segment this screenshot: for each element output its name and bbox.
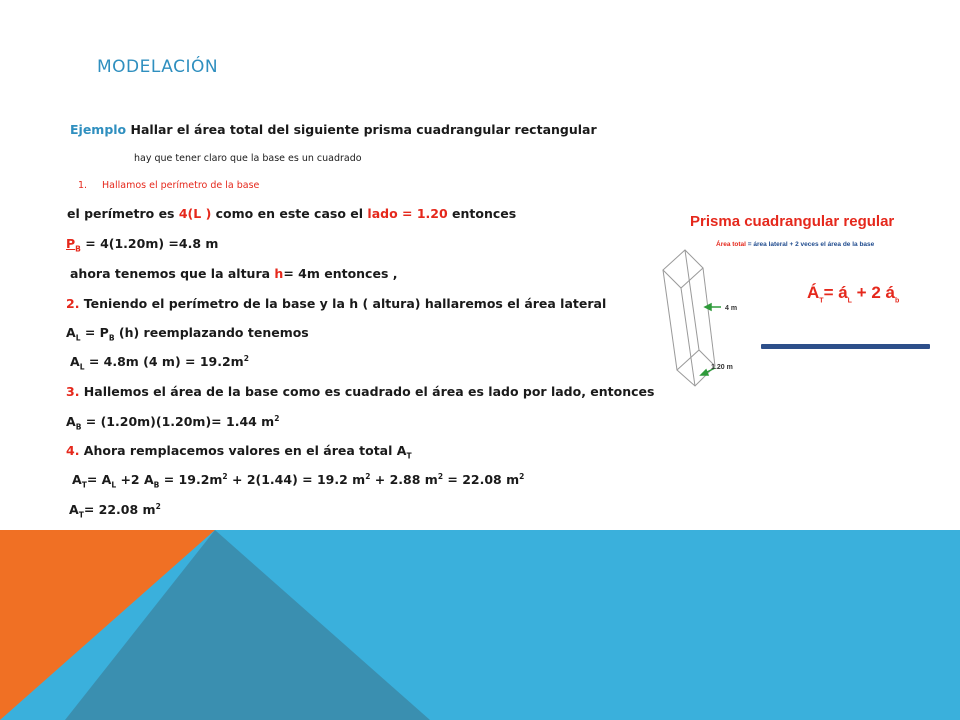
atf-sup: 2 xyxy=(155,501,161,511)
prism-bottom-face xyxy=(677,350,715,386)
formula-sub2: L xyxy=(847,297,852,305)
total-area-formula xyxy=(807,283,899,303)
perimeter-text-a: el perímetro es xyxy=(67,206,179,221)
perimeter-line xyxy=(67,206,516,222)
ate-e: + 2(1.44) = 19.2 m xyxy=(227,472,366,487)
pb-sub: B xyxy=(75,244,81,254)
formula-a: Á xyxy=(807,283,820,302)
ate-p1: 2 xyxy=(222,471,228,481)
atf-b: = 22.08 m xyxy=(83,502,156,517)
step-3 xyxy=(66,384,654,400)
example-label: Ejemplo xyxy=(70,122,127,137)
al-formula-line xyxy=(66,325,309,341)
step-1-text: Hallamos el perímetro de la base xyxy=(102,180,260,191)
atf-sub: T xyxy=(78,510,84,520)
height-label: 4 m xyxy=(725,305,738,312)
ab-sub: B xyxy=(75,422,82,432)
figure-subtitle-b: = área lateral + 2 veces el área de la base xyxy=(745,241,875,248)
alv-sup: 2 xyxy=(243,353,249,363)
formula-sub3: b xyxy=(894,297,900,305)
prism-figure xyxy=(655,210,935,390)
example-line xyxy=(70,122,597,138)
at-equation-line xyxy=(72,472,524,488)
ate-s3: B xyxy=(153,480,160,490)
ate-c: +2 A xyxy=(116,472,154,487)
slide-title: MODELACIÓN xyxy=(97,57,219,77)
figure-subtitle-a: Área total xyxy=(716,241,746,248)
pb-letter: P xyxy=(66,236,76,251)
ate-p2: 2 xyxy=(365,471,371,481)
ate-a: A xyxy=(72,472,82,487)
ate-f: + 2.88 m xyxy=(370,472,438,487)
formula-sub: T xyxy=(819,297,824,305)
alv-b: = 4.8m (4 m) = 19.2m xyxy=(84,354,244,369)
figure-divider-bar xyxy=(761,344,930,349)
side-label: 1.20 m xyxy=(711,364,733,371)
ate-g: = 22.08 m xyxy=(443,472,520,487)
step-1-number: 1. xyxy=(78,180,88,191)
prism-drawing xyxy=(655,240,765,390)
step-3-number: 3. xyxy=(66,384,80,399)
ate-s2: L xyxy=(111,480,117,490)
al-sub: L xyxy=(75,333,81,343)
formula-c: + 2 á xyxy=(851,283,895,302)
ate-p3: 2 xyxy=(437,471,444,481)
height-text-a: ahora tenemos que la altura xyxy=(70,266,275,281)
al-b: = P xyxy=(80,325,109,340)
step-4-sub: T xyxy=(406,451,412,461)
ab-a: A xyxy=(66,414,76,429)
ate-b: = A xyxy=(86,472,112,487)
pb-line xyxy=(66,236,218,252)
prism-top-face xyxy=(663,250,703,288)
lado-value: lado = 1.20 xyxy=(367,206,448,221)
perimeter-formula: 4(L ) xyxy=(178,206,212,221)
figure-title: Prisma cuadrangular regular xyxy=(690,213,895,230)
ate-p4: 2 xyxy=(519,471,525,481)
alv-a: A xyxy=(70,354,80,369)
ab-sup: 2 xyxy=(274,413,280,423)
al-c: (h) reemplazando tenemos xyxy=(114,325,309,340)
at-final-line xyxy=(69,502,161,518)
step-1 xyxy=(78,178,259,194)
step-4-number: 4. xyxy=(66,443,80,458)
ate-d: = 19.2m xyxy=(159,472,223,487)
note-line: hay que tener claro que la base es un cuadrado xyxy=(134,153,362,164)
step-2-number: 2. xyxy=(66,296,80,311)
ate-s1: T xyxy=(81,480,87,490)
example-text: Hallar el área total del siguiente prisma cuadrangular rectangular xyxy=(126,122,597,137)
perimeter-text-c: entonces xyxy=(447,206,517,221)
formula-b: = á xyxy=(823,283,848,302)
alv-sub: L xyxy=(79,362,85,372)
height-text-b: = 4m entonces , xyxy=(283,266,398,281)
atf-a: A xyxy=(69,502,79,517)
step-3-text: Hallemos el área de la base como es cuadrado el área es lado por lado, entonces xyxy=(79,384,655,399)
al-sub2: B xyxy=(108,333,115,343)
ab-b: = (1.20m)(1.20m)= 1.44 m xyxy=(81,414,275,429)
step-2-text: Teniendo el perímetro de la base y la h ( altura) hallaremos el área lateral xyxy=(79,296,607,311)
step-4 xyxy=(66,443,412,459)
ab-line xyxy=(66,414,279,430)
pb-value: = 4(1.20m) =4.8 m xyxy=(80,236,219,251)
pb-symbol xyxy=(66,236,81,254)
height-line xyxy=(70,266,397,282)
height-symbol: h xyxy=(274,266,284,281)
perimeter-text-b: como en este caso el xyxy=(211,206,368,221)
al-a: A xyxy=(66,325,76,340)
step-4-text: Ahora remplacemos valores en el área total A xyxy=(79,443,407,458)
al-value-line xyxy=(70,354,249,370)
step-2 xyxy=(66,296,606,312)
